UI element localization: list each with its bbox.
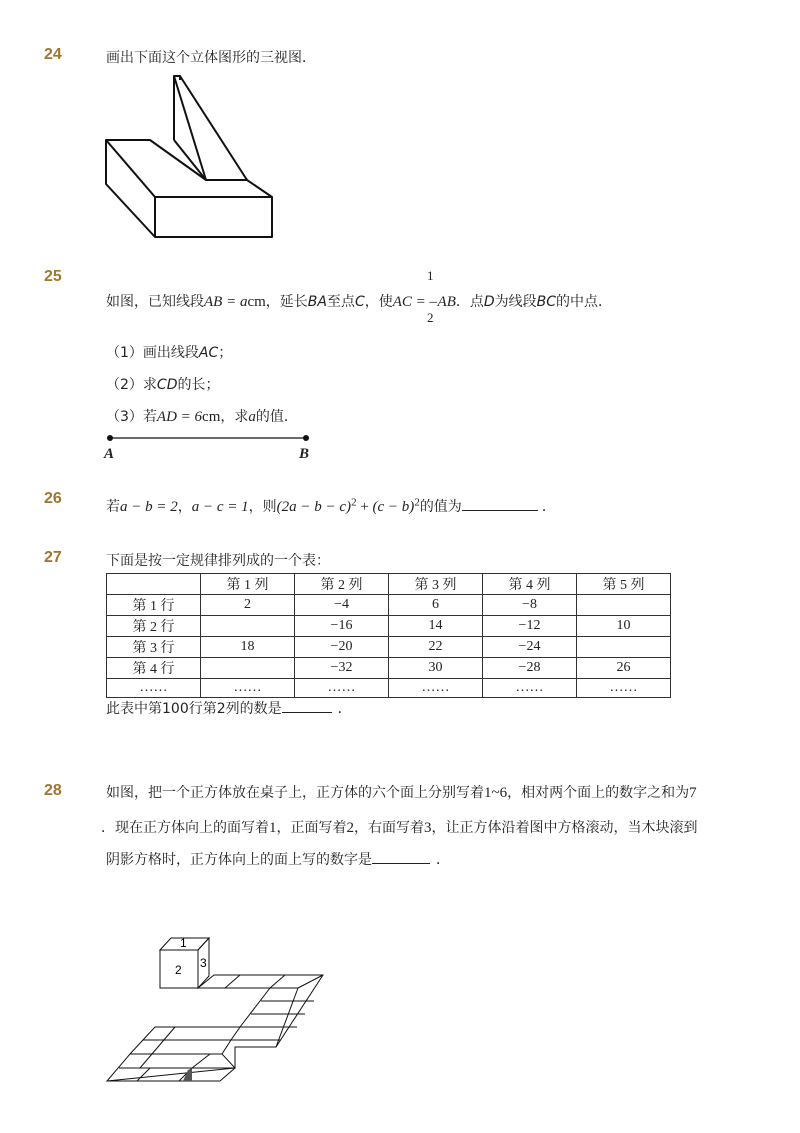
table-cell: 6 — [389, 595, 483, 616]
ab-expression: AB = a — [204, 294, 248, 310]
q26-plus: + — [356, 499, 373, 515]
table-cell — [577, 595, 671, 616]
q26-expression-2: (c − b) — [372, 499, 415, 515]
q27-end: ． — [337, 701, 352, 717]
table-cell: 22 — [389, 637, 483, 658]
table-cell: −16 — [295, 616, 389, 637]
table-cell: …… — [577, 679, 671, 698]
q28-answer-blank[interactable] — [372, 851, 430, 864]
table-header-row — [107, 574, 671, 595]
point-a-label: A — [104, 446, 115, 462]
q28-front-number: 2 — [346, 820, 354, 836]
q28-line2-prefix: ．现在正方体向上的面写着 — [101, 820, 269, 836]
part-2-prefix: （2）求 — [106, 377, 157, 393]
part-1-var: AC — [198, 345, 219, 361]
q26-equation-2: a − c = 1 — [191, 499, 249, 515]
table-row — [107, 616, 671, 637]
fraction-numerator: 1 — [427, 268, 434, 283]
table-cell — [201, 658, 295, 679]
q28-sum-seven: 7 — [689, 785, 697, 801]
table-cell: …… — [201, 679, 295, 698]
segment-ab-figure — [100, 428, 320, 468]
part-3-expression: AD = 6 — [156, 409, 203, 425]
q28-line2-c: ，让正方体沿着图中方格滚动，当木块滚到 — [431, 820, 698, 836]
fraction-denominator: 2 — [427, 310, 434, 325]
q26-answer-blank[interactable] — [462, 498, 538, 511]
table-cell: 18 — [201, 637, 295, 658]
intro-text-g: 的中点． — [556, 294, 613, 310]
intro-text-b: ，延长 — [265, 294, 308, 310]
cube-front-face — [160, 950, 198, 988]
table-cell: 30 — [389, 658, 483, 679]
table-cell: −4 — [295, 595, 389, 616]
var-ab: AB — [437, 294, 456, 310]
cube-top-face — [160, 938, 209, 950]
cube-front-number: 2 — [175, 963, 182, 977]
part-3-prefix: （3）若 — [106, 409, 157, 425]
q28-range: 1~6 — [484, 785, 508, 801]
part-3-mid: ，求 — [220, 409, 249, 425]
table-header-cell: 第 4 列 — [483, 574, 577, 595]
question-25-intro — [106, 291, 612, 311]
intro-text-f: 为线段 — [494, 294, 537, 310]
table-cell: 第 4 行 — [107, 658, 201, 679]
shaded-target-square — [183, 1068, 192, 1081]
ac-expression: AC = — [392, 294, 430, 310]
question-25-part-1 — [106, 342, 232, 362]
question-28-line-3 — [106, 849, 450, 869]
path-grid — [107, 975, 323, 1081]
q28-right-number: 3 — [424, 820, 432, 836]
table-row — [107, 658, 671, 679]
question-28-line-2 — [101, 817, 698, 837]
var-c: C — [354, 294, 365, 310]
table-row — [107, 679, 671, 698]
question-25-part-2 — [106, 374, 219, 394]
intro-text-a: 如图，已知线段 — [106, 294, 204, 310]
intro-text-d: ，使 — [364, 294, 393, 310]
var-d: D — [483, 294, 495, 310]
question-28-line-1 — [106, 782, 697, 802]
table-cell — [201, 616, 295, 637]
table-cell: 26 — [577, 658, 671, 679]
part-3-var: a — [248, 409, 256, 425]
question-number-24: 24 — [44, 46, 62, 63]
q28-end: ． — [436, 852, 450, 868]
table-cell: …… — [483, 679, 577, 698]
q26-separator: ， — [177, 499, 192, 515]
table-cell: 2 — [201, 595, 295, 616]
question-number-28: 28 — [44, 782, 62, 799]
table-header-cell: 第 2 列 — [295, 574, 389, 595]
q26-end: ． — [541, 499, 556, 515]
table-cell: −28 — [483, 658, 577, 679]
table-cell: 第 2 行 — [107, 616, 201, 637]
table-header-cell — [107, 574, 201, 595]
table-header-cell: 第 3 列 — [389, 574, 483, 595]
q28-line2-b: ，右面写着 — [354, 820, 424, 836]
table-row — [107, 595, 671, 616]
table-cell: …… — [295, 679, 389, 698]
part-2-var: CD — [156, 377, 178, 393]
unit-cm: cm — [247, 294, 266, 310]
cube-right-face — [198, 938, 209, 988]
table-cell: −32 — [295, 658, 389, 679]
q27-answer-blank[interactable] — [282, 700, 332, 713]
table-header-cell: 第 5 列 — [577, 574, 671, 595]
point-b-label: B — [299, 446, 310, 462]
question-26-text — [106, 496, 556, 516]
intro-text-c: 至点 — [326, 294, 355, 310]
q28-line1-mid: ，相对两个面上的数字之和为 — [507, 785, 690, 801]
table-cell: −12 — [483, 616, 577, 637]
part-1-suffix: ； — [218, 345, 233, 361]
part-3-unit: cm — [202, 409, 221, 425]
table-cell: 10 — [577, 616, 671, 637]
table-row — [107, 637, 671, 658]
part-3-suffix: 的值． — [255, 409, 298, 425]
table-cell: …… — [389, 679, 483, 698]
table-cell: −8 — [483, 595, 577, 616]
q26-prefix: 若 — [106, 499, 120, 515]
table-cell: 第 1 行 — [107, 595, 201, 616]
table-cell: −20 — [295, 637, 389, 658]
q28-top-number: 1 — [269, 820, 277, 836]
question-25-part-3 — [106, 406, 298, 426]
q28-line2-a: ，正面写着 — [276, 820, 347, 836]
q26-exponent-1: 2 — [351, 496, 357, 509]
question-27-prompt — [106, 698, 352, 718]
question-number-25: 25 — [44, 268, 62, 285]
cube-right-number: 3 — [200, 956, 207, 970]
q26-exponent-2: 2 — [414, 496, 420, 509]
table-cell — [577, 637, 671, 658]
q26-mid: ，则 — [248, 499, 277, 515]
fraction-minus: – — [429, 294, 438, 310]
question-number-27: 27 — [44, 549, 62, 566]
var-bc: BC — [536, 294, 557, 310]
question-27-intro: 下面是按一定规律排列成的一个表： — [106, 553, 330, 569]
table-cell: −24 — [483, 637, 577, 658]
table-cell: 14 — [389, 616, 483, 637]
q26-suffix: 的值为 — [419, 499, 462, 515]
intro-text-e: ．点 — [455, 294, 484, 310]
part-2-suffix: 的长； — [177, 377, 220, 393]
part-1-prefix: （1）画出线段 — [106, 345, 199, 361]
q26-equation-1: a − b = 2 — [120, 499, 178, 515]
table-cell: …… — [107, 679, 201, 698]
table-header-cell: 第 1 列 — [201, 574, 295, 595]
q27-question-text: 此表中第100行第2列的数是 — [106, 701, 282, 717]
question-24-text: 画出下面这个立体图形的三视图． — [106, 50, 316, 66]
var-ba: BA — [307, 294, 327, 310]
q28-line3-prefix: 阴影方格时，正方体向上的面上写的数字是 — [106, 852, 372, 868]
q28-line1-prefix: 如图，把一个正方体放在桌子上，正方体的六个面上分别写着 — [106, 785, 484, 801]
table-cell: 第 3 行 — [107, 637, 201, 658]
pattern-table — [106, 573, 671, 698]
cube-top-number: 1 — [180, 936, 187, 950]
q26-expression-1: (2a − b − c) — [276, 499, 352, 515]
question-number-26: 26 — [44, 490, 62, 507]
